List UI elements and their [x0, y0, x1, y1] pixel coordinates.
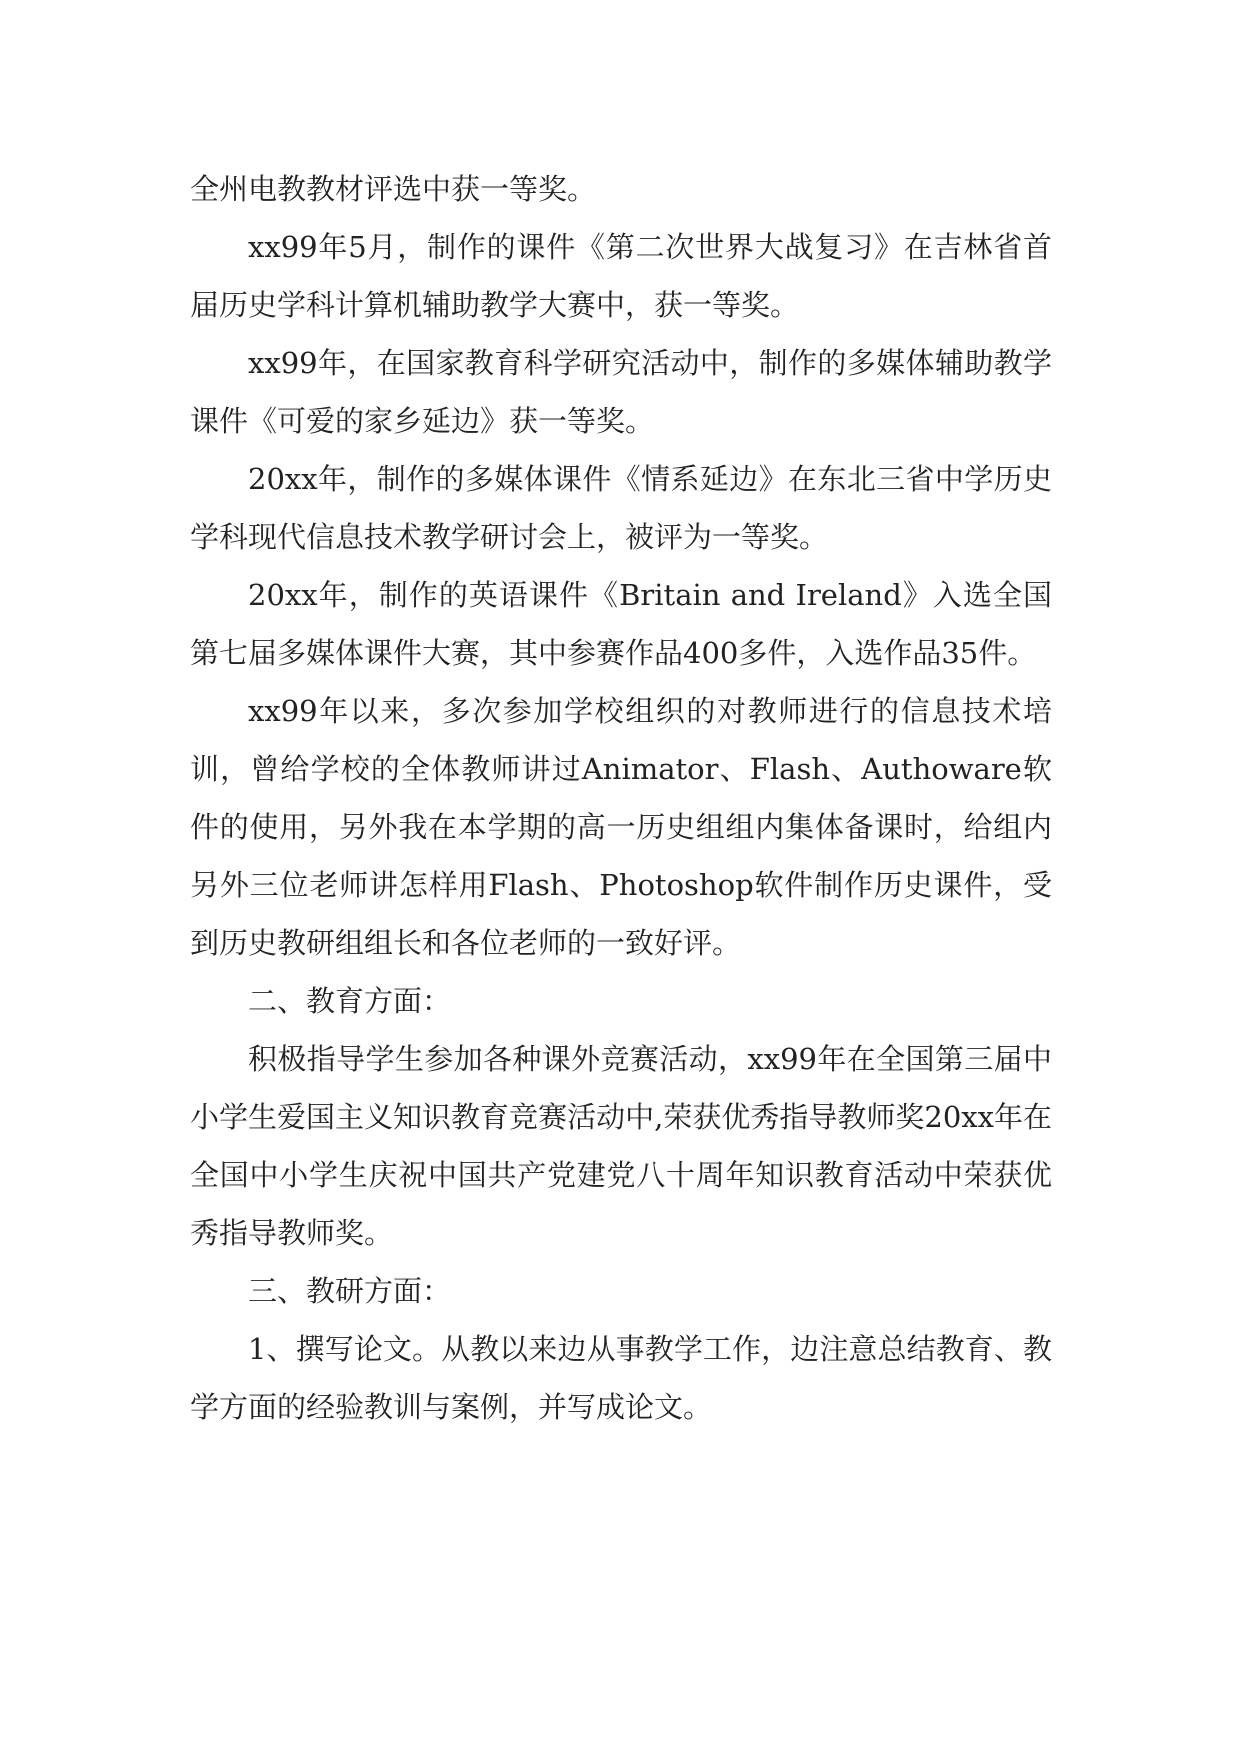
- paragraph-5: 20xx年，制作的英语课件《Britain and Ireland》入选全国第七届多媒体课件大赛，其中参赛作品400多件，入选作品35件。: [190, 578, 1052, 670]
- paragraph-10: 1、撰写论文。从教以来边从事教学工作，边注意总结教育、教学方面的经验教训与案例，并写成论文。: [190, 1332, 1052, 1424]
- paragraph-3: xx99年，在国家教育科学研究活动中，制作的多媒体辅助教学课件《可爱的家乡延边》获一等奖。: [190, 346, 1052, 438]
- section-heading-research: 三、教研方面：: [248, 1274, 452, 1308]
- paragraph-4: 20xx年，制作的多媒体课件《情系延边》在东北三省中学历史学科现代信息技术教学研讨会上，被评为一等奖。: [190, 462, 1052, 554]
- paragraph-1: 全州电教教材评选中获一等奖。: [190, 172, 597, 206]
- paragraph-8: 积极指导学生参加各种课外竞赛活动，xx99年在全国第三届中小学生爱国主义知识教育竞赛活动中,荣获优秀指导教师奖20xx年在全国中小学生庆祝中国共产党建党八十周年知识教育活动中荣获优秀指导教师奖。: [190, 1042, 1052, 1250]
- document-page: [190, 160, 1052, 1436]
- section-heading-education: 二、教育方面：: [248, 984, 452, 1018]
- paragraph-6: xx99年以来，多次参加学校组织的对教师进行的信息技术培训，曾给学校的全体教师讲过Animator、Flash、Authoware软件的使用，另外我在本学期的高一历史组组内集体备课时，给组内另外三位老师讲怎样用Flash、Photoshop软件制作历史课件，受到历史教研组组长和各位老师的一致好评。: [190, 694, 1052, 960]
- paragraph-2: xx99年5月，制作的课件《第二次世界大战复习》在吉林省首届历史学科计算机辅助教学大赛中，获一等奖。: [190, 230, 1052, 322]
